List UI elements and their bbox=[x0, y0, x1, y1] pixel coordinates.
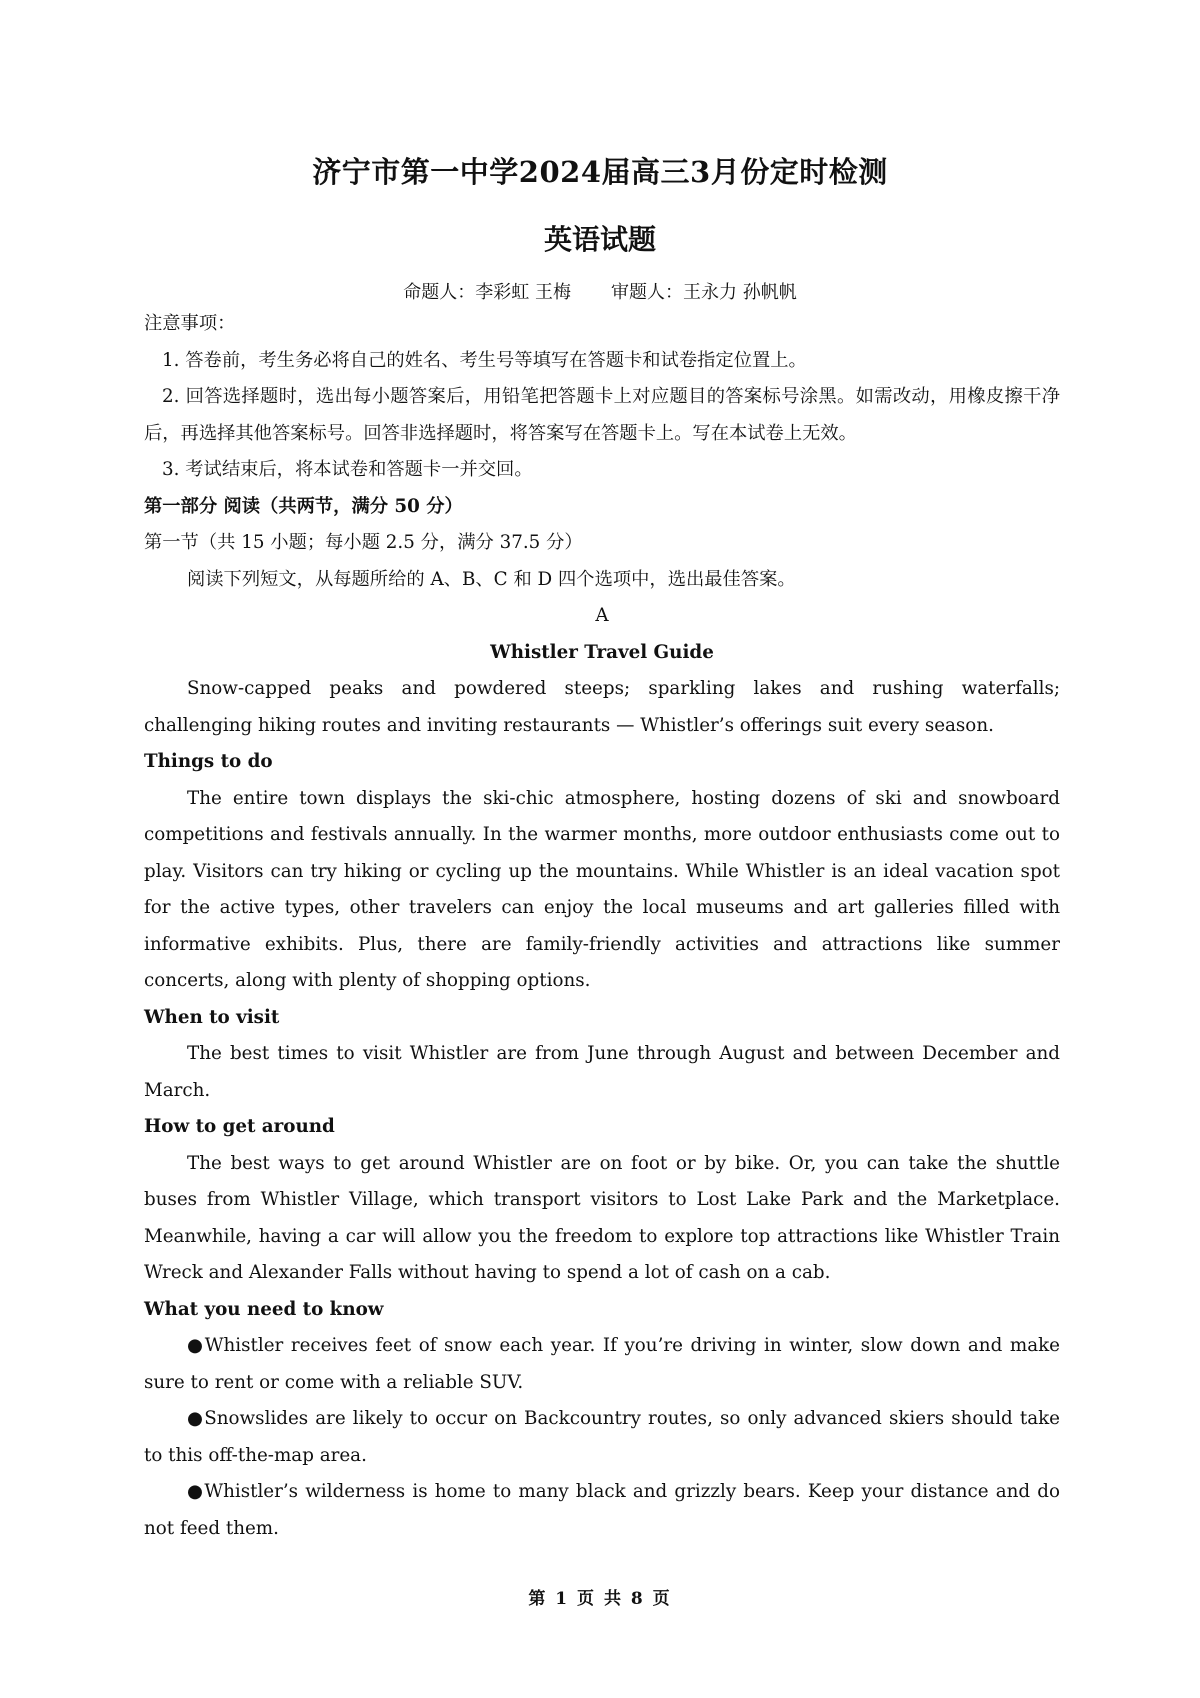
when-heading: When to visit bbox=[144, 1006, 280, 1028]
notice-item: 3. 考试结束后，将本试卷和答题卡一并交回。 bbox=[162, 459, 533, 480]
part-heading: 第一部分 阅读（共两节，满分 50 分） bbox=[144, 495, 463, 517]
passage-title: Whistler Travel Guide bbox=[490, 641, 714, 663]
passage-intro: Snow-capped peaks and powdered steeps; sparkling lakes and rushing waterfalls; challenging hiking routes and inviting restaurants — Whistler’s offerings suit every season. bbox=[144, 678, 1060, 736]
bullet-item: ●Whistler’s wilderness is home to many black and grizzly bears. Keep your distance and do not feed them. bbox=[144, 1481, 1060, 1539]
section-heading: 第一节（共 15 小题；每小题 2.5 分，满分 37.5 分） bbox=[144, 532, 583, 553]
how-heading: How to get around bbox=[144, 1116, 335, 1137]
notice-item: 2. 回答选择题时，选出每小题答案后，用铅笔把答题卡上对应题目的答案标号涂黑。如需改动，用橡皮擦干净后，再选择其他答案标号。回答非选择题时，将答案写在答题卡上。写在本试卷上无效。 bbox=[144, 386, 1060, 444]
notice-heading: 注意事项： bbox=[144, 313, 236, 334]
when-paragraph: The best times to visit Whistler are from June through August and between December and March. bbox=[144, 1043, 1060, 1101]
notice-item: 1. 答卷前，考生务必将自己的姓名、考生号等填写在答题卡和试卷指定位置上。 bbox=[162, 349, 807, 371]
how-paragraph: The best ways to get around Whistler are on foot or by bike. Or, you can take the shuttle buses from Whistler Village, which transport visitors to Lost Lake Park and the Marketplace. Meanwhile, having a car will allow you the freedom to explore top attractions like Whistler Train Wreck and Alexander Falls without having to spend a lot of cash on a cab. bbox=[144, 1152, 1060, 1283]
passage-label: A bbox=[595, 605, 609, 626]
exam-body bbox=[144, 306, 1060, 1547]
setters-line bbox=[0, 278, 1200, 304]
setter-label: 命题人：李彩虹 王梅 bbox=[403, 282, 571, 303]
things-paragraph: The entire town displays the ski-chic atmosphere, hosting dozens of ski and snowboard competitions and festivals annually. In the warmer months, more outdoor enthusiasts come out to play. Visitors can try hiking or cycling up the mountains. While Whistler is an ideal vacation spot for the active types, other travelers can enjoy the local museums and art galleries filled with informative exhibits. Plus, there are family-friendly activities and attractions like summer concerts, along with plenty of shopping options. bbox=[144, 787, 1060, 991]
instruction: 阅读下列短文，从每题所给的 A、B、C 和 D 四个选项中，选出最佳答案。 bbox=[187, 568, 796, 590]
page-title: 济宁市第一中学2024届高三3月份定时检测 bbox=[312, 155, 888, 189]
need-heading: What you need to know bbox=[144, 1298, 384, 1320]
bullet-item: ●Whistler receives feet of snow each year. If you’re driving in winter, slow down and make sure to rent or come with a reliable SUV. bbox=[144, 1335, 1060, 1393]
things-heading: Things to do bbox=[144, 751, 273, 772]
bullet-item: ●Snowslides are likely to occur on Backcountry routes, so only advanced skiers should take to this off-the-map area. bbox=[144, 1408, 1060, 1466]
page-subtitle: 英语试题 bbox=[543, 223, 656, 256]
page-number: 第 1 页 共 8 页 bbox=[528, 1589, 672, 1609]
reviewer-label: 审题人：王永力 孙帆帆 bbox=[611, 282, 797, 303]
